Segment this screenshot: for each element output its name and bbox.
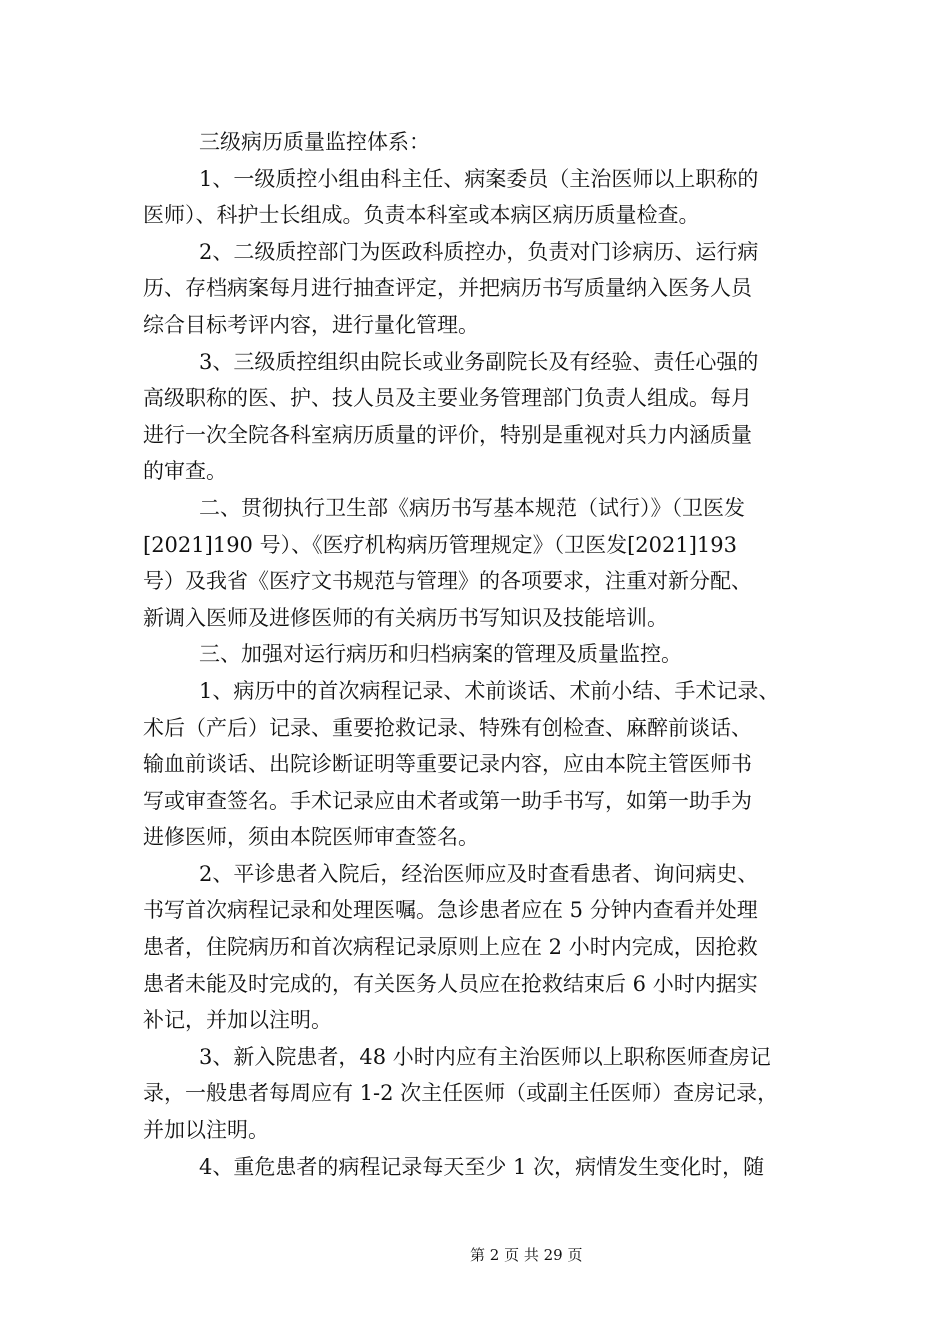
text-line: 医师）、科护士长组成。负责本科室或本病区病历质量检查。 [143,203,700,228]
text-line: 1、一级质控小组由科主任、病案委员（主治医师以上职称的 [199,166,759,191]
text-line: 的审查。 [143,459,227,484]
text-line: 4、重危患者的病程记录每天至少 1 次，病情发生变化时，随 [199,1154,765,1179]
text-line: 2、二级质控部门为医政科质控办，负责对门诊病历、运行病 [199,239,759,264]
text-line: 历、存档病案每月进行抽查评定，并把病历书写质量纳入医务人员 [143,276,752,301]
text-line: 二、贯彻执行卫生部《病历书写基本规范（试行）》（卫医发 [199,495,745,520]
text-line: [2021]190 号）、《医疗机构病历管理规定》（卫医发[2021]193 [143,532,737,557]
text-line: 新调入医师及进修医师的有关病历书写知识及技能培训。 [143,605,668,630]
text-line: 写或审查签名。手术记录应由术者或第一助手书写，如第一助手为 [143,788,752,813]
text-line: 进修医师，须由本院医师审查签名。 [143,825,479,850]
text-line: 三、加强对运行病历和归档病案的管理及质量监控。 [199,642,682,667]
text-line: 患者，住院病历和首次病程记录原则上应在 2 小时内完成，因抢救 [143,935,758,960]
text-line: 输血前谈话、出院诊断证明等重要记录内容，应由本院主管医师书 [143,752,752,777]
text-line: 并加以注明。 [143,1118,269,1143]
text-line: 号）及我省《医疗文书规范与管理》的各项要求，注重对新分配、 [143,569,752,594]
text-line: 3、新入院患者，48 小时内应有主治医师以上职称医师查房记 [199,1044,771,1069]
text-line: 录，一般患者每周应有 1-2 次主任医师（或副主任医师）查房记录， [143,1081,779,1106]
text-line: 三级病历质量监控体系： [199,130,430,154]
document-body [143,124,811,1185]
text-line: 高级职称的医、护、技人员及主要业务管理部门负责人组成。每月 [143,386,752,411]
text-line: 2、平诊患者入院后，经治医师应及时查看患者、询问病史、 [199,861,759,886]
text-line: 进行一次全院各科室病历质量的评价，特别是重视对兵力内涵质量 [143,422,752,447]
text-line: 补记，并加以注明。 [143,1008,332,1033]
text-line: 3、三级质控组织由院长或业务副院长及有经验、责任心强的 [199,349,759,374]
text-line: 书写首次病程记录和处理医嘱。急诊患者应在 5 分钟内查看并处理 [143,898,758,923]
text-line: 患者未能及时完成的，有关医务人员应在抢救结束后 6 小时内据实 [143,971,758,996]
text-line: 综合目标考评内容，进行量化管理。 [143,312,479,337]
text-line: 1、病历中的首次病程记录、术前谈话、术前小结、手术记录、 [199,678,780,703]
text-line: 术后（产后）记录、重要抢救记录、特殊有创检查、麻醉前谈话、 [143,715,752,740]
page-number-footer: 第 2 页 共 29 页 [470,1246,583,1264]
